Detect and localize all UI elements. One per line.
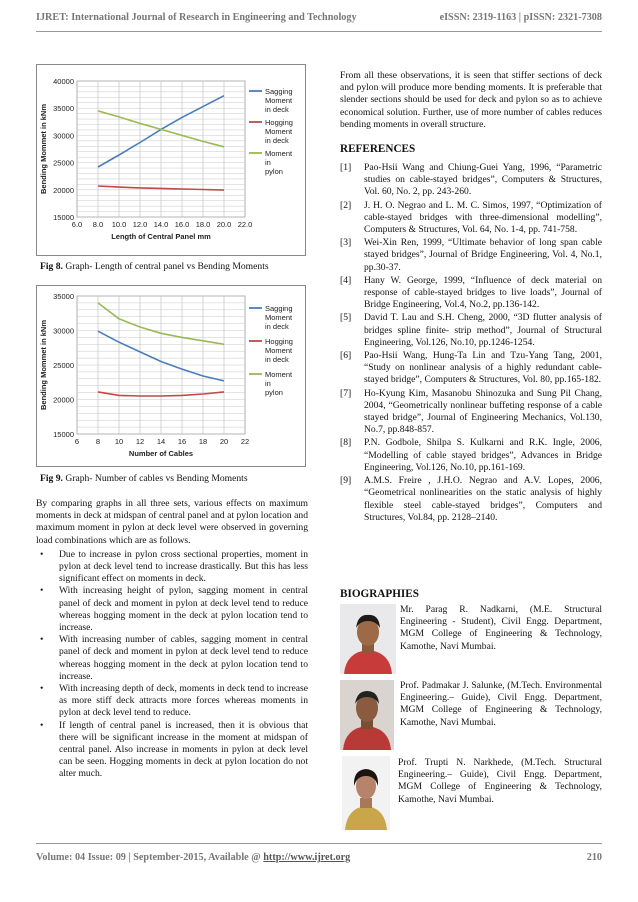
legend-label-1: Sagging xyxy=(265,87,293,96)
observation-text: With increasing height of pylon, sagging moment in central panel of deck and moment in pylon at deck level tend to reduce whereas hogging moment in the deck at pylon location tend to increase. xyxy=(59,585,308,634)
figure-9-label: Fig 9. xyxy=(40,473,63,484)
legend-label-1: Sagging xyxy=(265,304,293,313)
x-tick-label: 22.0 xyxy=(237,220,253,229)
legend-label-2: in deck xyxy=(265,355,289,364)
journal-title: IJRET: International Journal of Research in Engineering and Technology xyxy=(36,12,357,23)
x-tick-label: 10.0 xyxy=(111,220,127,229)
legend-label-1: in deck xyxy=(265,105,289,114)
journal-link[interactable]: http://www.ijret.org xyxy=(263,852,351,863)
y-tick-label: 40000 xyxy=(53,77,74,86)
reference-number: [5] xyxy=(340,312,352,324)
chart-group xyxy=(39,77,293,241)
reference-item xyxy=(340,312,602,349)
figure-8-chart xyxy=(36,64,306,256)
biography-2-text: Prof. Padmakar J. Salunke, (M.Tech. Environmental Engineering.– Guide), Civil Engg. Department, MGM College of Engineering & Technology, Kamothe, Navi Mumbai. xyxy=(400,680,602,728)
reference-number: [4] xyxy=(340,274,352,286)
figure-9-caption xyxy=(40,473,248,484)
reference-number: [6] xyxy=(340,350,352,362)
reference-text: Hany W. George, 1999, “Influence of deck material on response of cable-stayed bridges to live loads”, Journal of Bridge Engineering, Vol.4, No.2, pp.136-142. xyxy=(364,274,602,311)
reference-item xyxy=(340,237,602,274)
legend-label-2: in deck xyxy=(265,136,289,145)
legend-label-1: in deck xyxy=(265,322,289,331)
reference-item xyxy=(340,388,602,437)
legend-label-1: Moment xyxy=(265,96,293,105)
y-tick-label: 35000 xyxy=(53,292,74,301)
figure-9-chart xyxy=(36,285,306,467)
page-number: 210 xyxy=(586,852,602,863)
x-tick-label: 16.0 xyxy=(174,220,190,229)
x-tick-label: 10 xyxy=(114,437,124,446)
reference-number: [9] xyxy=(340,475,352,487)
biographies-heading: BIOGRAPHIES xyxy=(340,588,419,600)
observation-text: If length of central panel is increased, then it is obvious that there will be significant increase in the moment at midspan of central panel. Also increase in moments in pylon at deck level can be seen. Hogging moments in deck at pylon location do not alter much. xyxy=(59,719,308,780)
legend-label-3: pylon xyxy=(265,388,283,397)
right-body xyxy=(340,70,602,525)
reference-item xyxy=(340,162,602,199)
x-tick-label: 14.0 xyxy=(153,220,169,229)
observation-text: With increasing number of cables, sagging moment in central panel of deck and moment in pylon at deck level tend to reduce whereas hogging moment in the deck at pylon location tend to increase. xyxy=(59,634,308,682)
observation-item xyxy=(36,634,308,683)
reference-item xyxy=(340,350,602,387)
legend-label-2: Moment xyxy=(265,127,293,136)
legend-label-3: Moment xyxy=(265,370,293,379)
figure-9-svg xyxy=(37,286,305,466)
y-tick-label: 35000 xyxy=(53,104,74,114)
x-tick-label: 18 xyxy=(198,437,208,446)
x-tick-label: 12.0 xyxy=(132,220,148,229)
footer-volume-text: Volume: 04 Issue: 09 | September-2015, Available @ xyxy=(36,852,264,863)
x-tick-label: 8.0 xyxy=(92,220,104,229)
x-tick-label: 20 xyxy=(219,437,229,446)
y-tick-label: 20000 xyxy=(53,185,74,195)
reference-number: [2] xyxy=(340,199,352,211)
reference-text: Wei-Xin Ren, 1999, “Ultimate behavior of long span cable stayed bridges”, Journal of Bridge Engineering, Vol. 4, No.1, pp.30-37. xyxy=(364,237,602,273)
biography-1 xyxy=(340,604,602,676)
x-tick-label: 8 xyxy=(95,437,101,446)
reference-item xyxy=(340,437,602,474)
x-tick-label: 16 xyxy=(177,437,187,446)
legend-label-2: Hogging xyxy=(265,118,293,127)
y-tick-label: 25000 xyxy=(53,158,74,168)
y-tick-label: 15000 xyxy=(53,430,74,439)
reference-text: Pao-Hsii Wang, Hung-Ta Lin and Tzu-Yang Tang, 2001, “Study on nonlinear analysis of a highly redundant cable-stayed bridge”, Computers & Structures, Vol. 80, pp.165-182. xyxy=(364,350,602,386)
author-photo-3 xyxy=(342,756,390,835)
reference-text: Ho-Kyung Kim, Masanobu Shinozuka and Sung Pil Chang, 2004, “Geometrically nonlinear buffeting response of a cable stayed bridge”, Journal of Engineering Mechanics, Vol.130, No.7, pp.848-857. xyxy=(364,387,602,436)
references-list xyxy=(340,162,602,524)
figure-8-svg xyxy=(37,65,305,255)
x-tick-label: 22 xyxy=(240,437,250,446)
x-axis-label: Length of Central Panel mm xyxy=(111,232,211,241)
legend-label-3: Moment xyxy=(265,149,293,158)
observation-item xyxy=(36,683,308,720)
author-photo-2 xyxy=(340,680,394,755)
figure-8-caption xyxy=(40,261,269,272)
observation-text: With increasing depth of deck, moments in deck tend to increase as more stiff deck attracts more forces whereas moments in pylon at deck level tend to reduce. xyxy=(59,683,308,719)
observations-intro: By comparing graphs in all three sets, various effects on maximum moments in deck at midspan of central panel and at pylon location and maximum moment in pylon at deck level were observed in governing load combinations which are as follows. xyxy=(36,498,308,546)
reference-number: [1] xyxy=(340,162,352,174)
y-axis-label: Bending Mommet in kNm xyxy=(39,319,48,411)
x-tick-label: 18.0 xyxy=(195,220,211,229)
y-tick-label: 30000 xyxy=(53,326,74,336)
observations-list xyxy=(36,549,308,781)
bullet-icon: • xyxy=(40,585,44,597)
legend-label-2: Hogging xyxy=(265,337,293,346)
issn-info: eISSN: 2319-1163 | pISSN: 2321-7308 xyxy=(439,12,602,23)
y-tick-label: 20000 xyxy=(53,395,74,405)
reference-number: [8] xyxy=(340,437,352,449)
bullet-icon: • xyxy=(40,548,44,560)
observation-item xyxy=(36,585,308,634)
reference-text: A.M.S. Freire , J.H.O. Negrao and A.V. Lopes, 2006, “Geometrical nonlinearities on the static analysis of highly flexible steel cable-stayed bridges”, Computers and Structures, Vol.84, pp. 2128–2140. xyxy=(364,475,602,523)
header-rule xyxy=(36,31,602,32)
x-tick-label: 6.0 xyxy=(71,220,83,229)
x-tick-label: 20.0 xyxy=(216,220,232,229)
bullet-icon: • xyxy=(40,634,44,646)
figure-8-caption-text: Graph- Length of central panel vs Bending Moments xyxy=(62,261,269,272)
x-tick-label: 14 xyxy=(156,437,166,446)
legend-label-1: Moment xyxy=(265,313,293,322)
biography-2 xyxy=(340,680,602,755)
legend-label-3: in xyxy=(265,379,271,388)
reference-text: Pao-Hsii Wang and Chiung-Guei Yang, 1996, “Parametric studies on cable-stayed bridges”, Computers & Structures, Vol. 60, No. 2, pp. 243-260. xyxy=(364,162,602,198)
y-tick-label: 25000 xyxy=(53,361,74,370)
reference-item xyxy=(340,475,602,524)
bullet-icon: • xyxy=(40,683,44,695)
y-tick-label: 15000 xyxy=(53,213,74,222)
reference-item xyxy=(340,275,602,312)
reference-text: David T. Lau and S.H. Cheng, 2000, “3D flutter analysis of bridges spline finite- strip method”, Journal of Structural Engineering, Vol.126, No.10, pp.1246-1254. xyxy=(364,312,602,348)
reference-text: J. H. O. Negrao and L. M. C. Simos, 1997, “Optimization of cable-stayed bridges with three-dimensional modelling”, Computers & Structures, Vol. 64, No. 1-4, pp. 741-758. xyxy=(364,199,602,236)
observation-text: Due to increase in pylon cross sectional properties, moment in pylon at deck level tend to increase drastically. But this has less significant effect on moments in deck. xyxy=(59,548,308,585)
x-tick-label: 12 xyxy=(135,437,145,446)
x-tick-label: 6 xyxy=(74,437,80,446)
legend-label-3: pylon xyxy=(265,167,283,176)
x-axis-label: Number of Cables xyxy=(128,449,194,458)
running-header xyxy=(36,12,602,23)
y-axis-label: Bending Mommet in kNm xyxy=(39,103,48,195)
footer-volume xyxy=(36,852,350,863)
reference-text: P.N. Godbole, Shilpa S. Kulkarni and R.K. Ingle, 2006, “Modelling of cable stayed bridges”, Advances in Bridge Engineering, Vol.126, No.10, pp.161-169. xyxy=(364,437,602,473)
biography-1-text: Mr. Parag R. Nadkarni, (M.E. Structural Engineering - Student), Civil Engg. Department, MGM College of Engineering & Technology, Kamothe, Navi Mumbai. xyxy=(400,604,602,652)
references-heading: REFERENCES xyxy=(340,143,416,156)
biography-3 xyxy=(340,756,602,832)
observation-item xyxy=(36,549,308,586)
footer-rule xyxy=(36,843,602,844)
left-body xyxy=(36,498,308,781)
observation-item xyxy=(36,720,308,781)
legend-label-3: in xyxy=(265,158,271,167)
author-photo-1 xyxy=(340,604,396,679)
reference-number: [3] xyxy=(340,237,352,249)
chart-group xyxy=(39,292,293,458)
conclusion-paragraph: From all these observations, it is seen that stiffer sections of deck and pylon will produce more bending moments. It is preferable that slender sections should be used for deck and pylon so as to achieve economical solution. Further, use of more number of cables reduces bending moments in overall structure. xyxy=(340,70,602,130)
reference-number: [7] xyxy=(340,387,352,399)
running-footer xyxy=(36,852,602,863)
reference-item xyxy=(340,200,602,237)
biography-3-text: Prof. Trupti N. Narkhede, (M.Tech. Structural Engineering.– Guide), Civil Engg. Department, MGM College of Engineering & Technology, Kamothe, Navi Mumbai. xyxy=(398,757,602,805)
figure-8-label: Fig 8. xyxy=(40,261,63,272)
bullet-icon: • xyxy=(40,719,44,731)
y-tick-label: 30000 xyxy=(53,131,74,141)
figure-9-caption-text: Graph- Number of cables vs Bending Moments xyxy=(62,473,248,484)
legend-label-2: Moment xyxy=(265,346,293,355)
